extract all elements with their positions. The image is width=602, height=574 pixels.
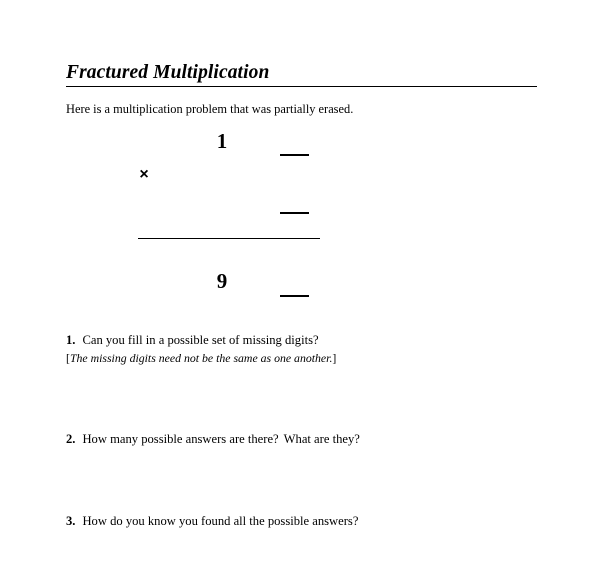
question-2 bbox=[66, 431, 360, 447]
question-1-number: 1. bbox=[66, 333, 76, 347]
product-digit: 9 bbox=[216, 269, 228, 293]
question-2-number: 2. bbox=[66, 432, 76, 446]
question-3-number: 3. bbox=[66, 514, 76, 528]
page-title: Fractured Multiplication bbox=[66, 62, 270, 83]
note-close-bracket: ] bbox=[332, 351, 337, 365]
intro-text: Here is a multiplication problem that was partially erased. bbox=[66, 102, 354, 116]
title-divider bbox=[66, 86, 537, 87]
question-1-text: Can you fill in a possible set of missing digits? bbox=[82, 333, 319, 347]
product-divider bbox=[138, 238, 320, 239]
note-text: The missing digits need not be the same as one another. bbox=[69, 351, 333, 365]
question-1 bbox=[66, 332, 319, 348]
multiplicand-digit: 1 bbox=[216, 129, 228, 153]
note-open-bracket: [ bbox=[66, 351, 70, 365]
blank-digit-2 bbox=[280, 212, 309, 214]
title-block bbox=[66, 62, 537, 87]
question-2-text-part-2: What are they? bbox=[283, 432, 360, 446]
question-3-text: How do you know you found all the possible answers? bbox=[82, 514, 359, 528]
multiplication-sign-icon: × bbox=[139, 166, 149, 183]
question-3 bbox=[66, 513, 358, 529]
question-1-note bbox=[66, 351, 336, 366]
blank-digit-3 bbox=[280, 295, 309, 297]
question-2-text-part-1: How many possible answers are there? bbox=[82, 432, 279, 446]
blank-digit-1 bbox=[280, 154, 309, 156]
